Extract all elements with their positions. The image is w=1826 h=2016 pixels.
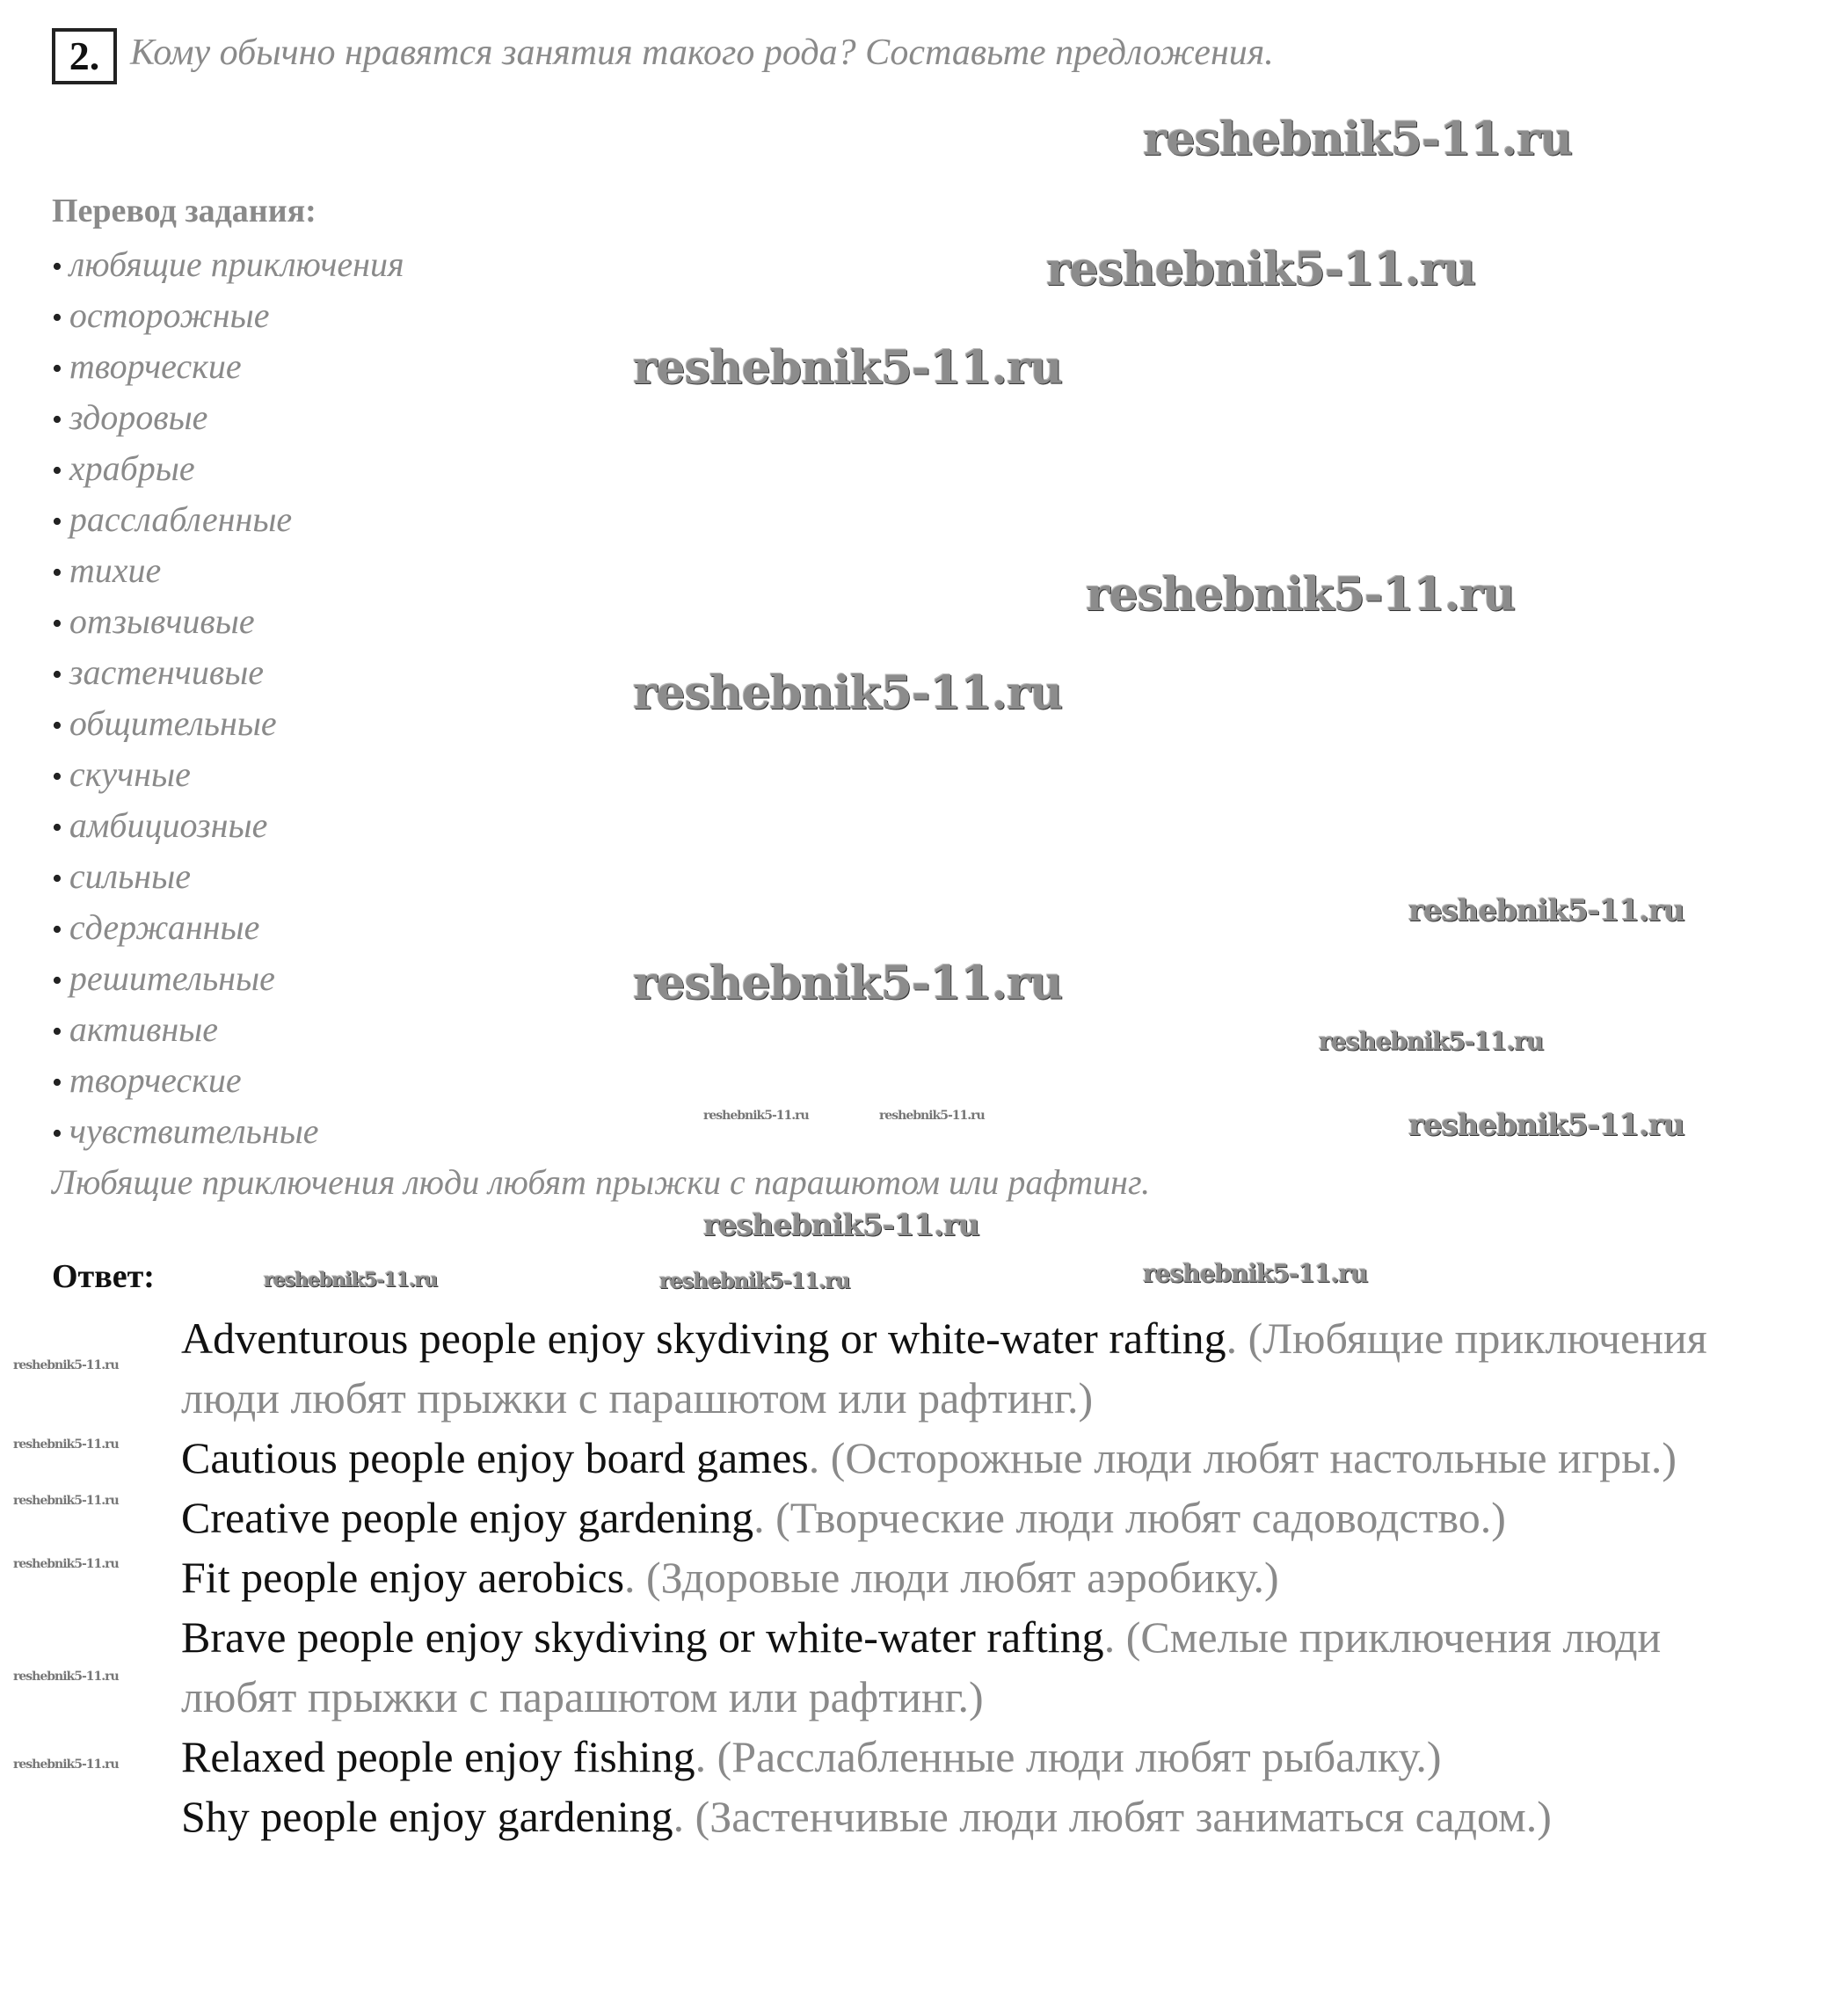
watermark: reshebnik5-11.ru: [13, 1758, 119, 1772]
bullet-icon: •: [52, 710, 62, 742]
watermark: reshebnik5-11.ru: [1408, 893, 1684, 928]
watermark: reshebnik5-11.ru: [1319, 1027, 1544, 1056]
watermark: reshebnik5-11.ru: [13, 1494, 119, 1508]
translation-item-text: отзывчивые: [69, 601, 255, 641]
translation-item-text: решительные: [69, 958, 275, 998]
bullet-icon: •: [52, 455, 62, 487]
answer-english: Relaxed people enjoy fishing: [181, 1732, 695, 1781]
watermark: reshebnik5-11.ru: [1143, 113, 1573, 166]
watermark: reshebnik5-11.ru: [633, 341, 1063, 395]
answer-russian: . (Расслабленные люди любят рыбалку.): [695, 1732, 1442, 1781]
bullet-icon: •: [52, 1015, 62, 1048]
bullet-icon: •: [52, 1117, 62, 1150]
translation-item: [52, 1004, 404, 1055]
bullet-icon: •: [52, 811, 62, 844]
translation-item: [52, 392, 404, 443]
translation-item-text: сдержанные: [69, 907, 260, 947]
watermark: reshebnik5-11.ru: [1143, 1259, 1368, 1288]
answer-item: [181, 1787, 1764, 1846]
translation-item: [52, 443, 404, 494]
translation-item: [52, 800, 404, 851]
translation-item-text: чувствительные: [69, 1111, 319, 1151]
translation-item: [52, 698, 404, 749]
translation-item-text: тихие: [69, 550, 162, 590]
translation-item-text: здоровые: [69, 397, 208, 437]
translation-item-text: общительные: [69, 703, 277, 743]
bullet-icon: •: [52, 251, 62, 283]
translation-item-text: амбициозные: [69, 805, 268, 845]
translation-heading: Перевод задания:: [52, 193, 316, 229]
translation-item: [52, 647, 404, 698]
bullet-icon: •: [52, 557, 62, 589]
answer-english: Shy people enjoy gardening: [181, 1792, 673, 1841]
translation-item-text: творческие: [69, 346, 242, 386]
watermark: reshebnik5-11.ru: [633, 957, 1063, 1010]
translation-item: [52, 1106, 404, 1157]
watermark: reshebnik5-11.ru: [1046, 243, 1476, 296]
answer-english: Brave people enjoy skydiving or white-water rafting: [181, 1612, 1104, 1662]
answer-item: [181, 1428, 1764, 1488]
answer-english: Cautious people enjoy board games: [181, 1433, 809, 1482]
bullet-icon: •: [52, 353, 62, 385]
bullet-icon: •: [52, 1066, 62, 1099]
bullet-icon: •: [52, 659, 62, 691]
bullet-icon: •: [52, 761, 62, 793]
translation-item-text: любящие приключения: [69, 244, 404, 284]
task-title: Кому обычно нравятся занятия такого рода? Составьте предложения.: [130, 33, 1274, 73]
watermark: reshebnik5-11.ru: [633, 666, 1063, 720]
watermark: reshebnik5-11.ru: [703, 1109, 809, 1123]
translation-item-text: расслабленные: [69, 499, 293, 539]
translation-item: [52, 596, 404, 647]
answer-list: [181, 1308, 1764, 1846]
bullet-icon: •: [52, 964, 62, 997]
watermark: reshebnik5-11.ru: [1086, 568, 1516, 622]
translation-item: [52, 851, 404, 902]
answer-russian: . (Застенчивые люди любят заниматься садом.): [673, 1792, 1552, 1841]
answer-russian: . (Творческие люди любят садоводство.): [753, 1493, 1506, 1542]
task-number: 2.: [52, 28, 117, 84]
translation-item: [52, 239, 404, 290]
translation-item-text: осторожные: [69, 295, 270, 335]
bullet-icon: •: [52, 404, 62, 436]
translation-item: [52, 494, 404, 545]
watermark: reshebnik5-11.ru: [264, 1269, 438, 1292]
answer-english: Fit people enjoy aerobics: [181, 1553, 625, 1602]
watermark: reshebnik5-11.ru: [13, 1437, 119, 1452]
answer-english: Adventurous people enjoy skydiving or white-water rafting: [181, 1314, 1226, 1363]
answer-russian: . (Здоровые люди любят аэробику.): [624, 1553, 1279, 1602]
answer-russian: . (Смелые приключения люди любят прыжки с парашютом или рафтинг.): [181, 1612, 1662, 1721]
translation-item-text: творческие: [69, 1060, 242, 1100]
translation-item: [52, 341, 404, 392]
bullet-icon: •: [52, 913, 62, 946]
watermark: reshebnik5-11.ru: [13, 1557, 119, 1571]
translation-item-text: скучные: [69, 754, 191, 794]
translation-item-text: застенчивые: [69, 652, 265, 692]
answer-russian: . (Любящие приключения люди любят прыжки с парашютом или рафтинг.): [181, 1314, 1707, 1423]
watermark: reshebnik5-11.ru: [13, 1670, 119, 1684]
answer-russian: . (Осторожные люди любят настольные игры.): [808, 1433, 1677, 1482]
bullet-icon: •: [52, 608, 62, 640]
watermark: reshebnik5-11.ru: [879, 1109, 985, 1123]
watermark: reshebnik5-11.ru: [659, 1268, 850, 1293]
translation-list: [52, 239, 404, 1157]
answer-item: [181, 1547, 1764, 1607]
translation-item: [52, 953, 404, 1004]
translation-item: [52, 1055, 404, 1106]
answer-item: [181, 1727, 1764, 1787]
answer-item: [181, 1308, 1764, 1428]
translation-example: Любящие приключения люди любят прыжки с парашютом или рафтинг.: [52, 1162, 1151, 1202]
watermark: reshebnik5-11.ru: [13, 1358, 119, 1372]
translation-item: [52, 902, 404, 953]
translation-item: [52, 749, 404, 800]
bullet-icon: •: [52, 302, 62, 334]
bullet-icon: •: [52, 506, 62, 538]
watermark: reshebnik5-11.ru: [1408, 1108, 1684, 1143]
translation-item-text: храбрые: [69, 448, 195, 488]
answer-item: [181, 1607, 1764, 1727]
translation-item: [52, 290, 404, 341]
translation-item: [52, 545, 404, 596]
answer-english: Creative people enjoy gardening: [181, 1493, 754, 1542]
watermark: reshebnik5-11.ru: [703, 1208, 979, 1243]
answer-item: [181, 1488, 1764, 1547]
translation-item-text: сильные: [69, 856, 191, 896]
answer-heading: Ответ:: [52, 1258, 155, 1295]
bullet-icon: •: [52, 862, 62, 895]
translation-item-text: активные: [69, 1009, 219, 1049]
